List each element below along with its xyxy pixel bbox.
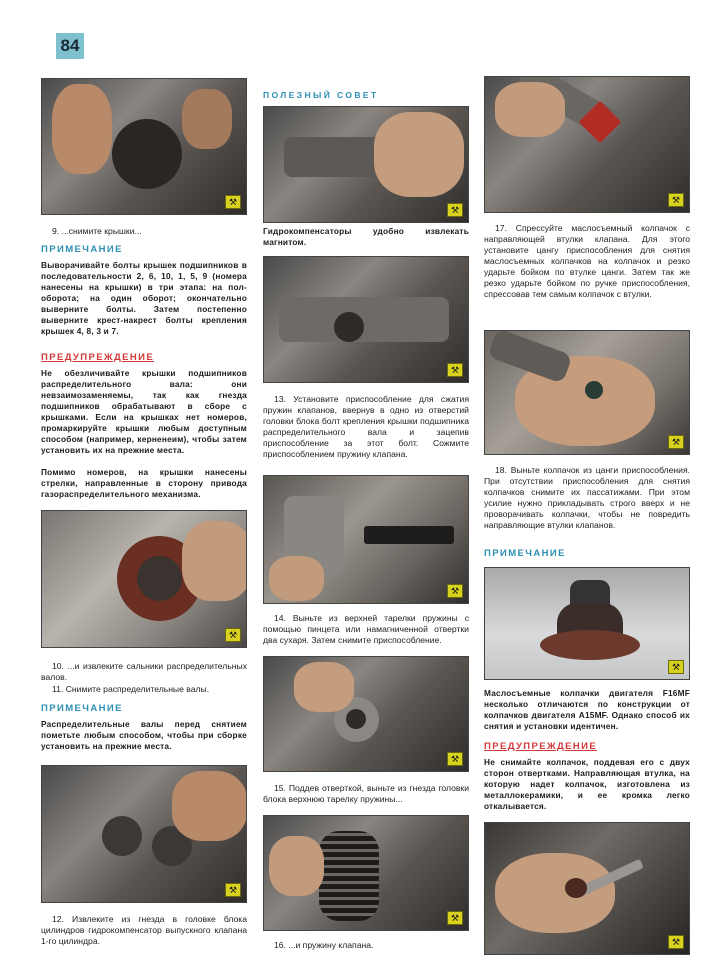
photo-19 bbox=[484, 822, 690, 955]
advice-text: Гидрокомпенсаторы удобно извлекать магнитом. bbox=[263, 226, 469, 247]
caption-11: 11. Снимите распределительные валы. bbox=[52, 684, 210, 694]
wrench-icon: ⚒ bbox=[225, 883, 241, 897]
wrench-icon: ⚒ bbox=[225, 628, 241, 642]
caption-15: 15. Поддев отверткой, выньте из гнезда головки блока верхнюю тарелку пружины... bbox=[263, 783, 469, 804]
caption-10: 10. ...и извлеките сальники распределительных валов. bbox=[41, 661, 247, 682]
note-text-2: Распределительные валы перед снятием пометьте любым способом, чтобы при сборке установить на прежние места. bbox=[41, 719, 247, 751]
wrench-icon: ⚒ bbox=[225, 195, 241, 209]
wrench-icon: ⚒ bbox=[668, 435, 684, 449]
wrench-icon: ⚒ bbox=[447, 911, 463, 925]
warning-heading: ПРЕДУПРЕЖДЕНИЕ bbox=[41, 352, 155, 363]
caption-18: 18. Выньте колпачок из цанги приспособления. При отсутствии приспособления для снятия колпачков снимите их пассатижами. При этом усилие нужно прикладывать строго вверх и не проворачивать колпачки, чтобы не повредить направляющие втулки клапанов. bbox=[484, 465, 690, 530]
wrench-icon: ⚒ bbox=[668, 193, 684, 207]
note-text-3: Маслосъемные колпачки двигателя F16MF несколько отличаются по конструкции от колпачков двигателя A15MF. Однако способ их снятия и установки идентичен. bbox=[484, 688, 690, 731]
photo-18 bbox=[484, 330, 690, 455]
photo-15 bbox=[263, 656, 469, 772]
photo-valve-seal bbox=[484, 567, 690, 680]
warning-text-2: Помимо номеров, на крышки нанесены стрелки, направленные в сторону привода газораспределительного механизма. bbox=[41, 467, 247, 499]
note-heading: ПРИМЕЧАНИЕ bbox=[41, 244, 123, 255]
note-heading-3: ПРИМЕЧАНИЕ bbox=[484, 548, 566, 559]
caption-12: 12. Извлеките из гнезда в головке блока цилиндров гидрокомпенсатор выпускного клапана 1-го цилиндра. bbox=[41, 914, 247, 946]
warning-text: Не обезличивайте крышки подшипников распределительного вала: они невзаимозаменяемы, так как гнезда подшипников обрабатывают в сборе с крышками. Если на крышках нет номеров, промаркируйте крышки любым доступным способом (например, керненеим), чтобы затем установить их на прежние места. bbox=[41, 368, 247, 455]
wrench-icon: ⚒ bbox=[668, 935, 684, 949]
photo-16 bbox=[263, 815, 469, 931]
photo-advice bbox=[263, 106, 469, 223]
caption-13: 13. Установите приспособление для сжатия пружин клапанов, ввернув в одно из отверстий головки блока болт крепления крышки подшипника распределительного вала и зацепив приспособление за этот болт. Сожмите приспособлением пружину клапана. bbox=[263, 394, 469, 459]
warning-text-3: Не снимайте колпачок, поддевая его с двух сторон отвертками. Направляющая втулка, на которую надет колпачок, изготовлена из металлокерамики, и ее кромка легко откалывается. bbox=[484, 757, 690, 811]
photo-9 bbox=[41, 78, 247, 215]
photo-14 bbox=[263, 475, 469, 604]
wrench-icon: ⚒ bbox=[447, 363, 463, 377]
photo-12 bbox=[41, 765, 247, 903]
photo-13 bbox=[263, 256, 469, 383]
warning-heading-2: ПРЕДУПРЕЖДЕНИЕ bbox=[484, 741, 598, 752]
page-number: 84 bbox=[56, 33, 84, 59]
wrench-icon: ⚒ bbox=[668, 660, 684, 674]
caption-16: 16. ...и пружину клапана. bbox=[274, 940, 374, 950]
caption-9: 9. ...снимите крышки... bbox=[52, 226, 142, 236]
wrench-icon: ⚒ bbox=[447, 584, 463, 598]
note-text: Выворачивайте болты крышек подшипников в последовательности 2, 6, 10, 1, 5, 9 (номера нанесены на крышки) в три этапа: на пол-оборота; на один оборот; окончательно выверните болты. Затем постепенно выверните крест-накрест болты крепления крышек 4, 8, 3 и 7. bbox=[41, 260, 247, 336]
note-heading-2: ПРИМЕЧАНИЕ bbox=[41, 703, 123, 714]
caption-14: 14. Выньте из верхней тарелки пружины с помощью пинцета или намагниченной отвертки два сухаря. Затем снимите приспособление. bbox=[263, 613, 469, 645]
photo-17 bbox=[484, 76, 690, 213]
wrench-icon: ⚒ bbox=[447, 752, 463, 766]
advice-heading: ПОЛЕЗНЫЙ СОВЕТ bbox=[263, 90, 379, 100]
photo-10 bbox=[41, 510, 247, 648]
wrench-icon: ⚒ bbox=[447, 203, 463, 217]
caption-17: 17. Спрессуйте маслосъемный колпачок с направляющей втулки клапана. Для этого установите цангу приспособления для снятия маслосъемных колпачков на колпачок и резко ударьте бойком по втулке цанги. Затем так же резко ударьте бойком по ручке приспособления, спрессовав тем самым колпачок с втулки. bbox=[484, 223, 690, 299]
